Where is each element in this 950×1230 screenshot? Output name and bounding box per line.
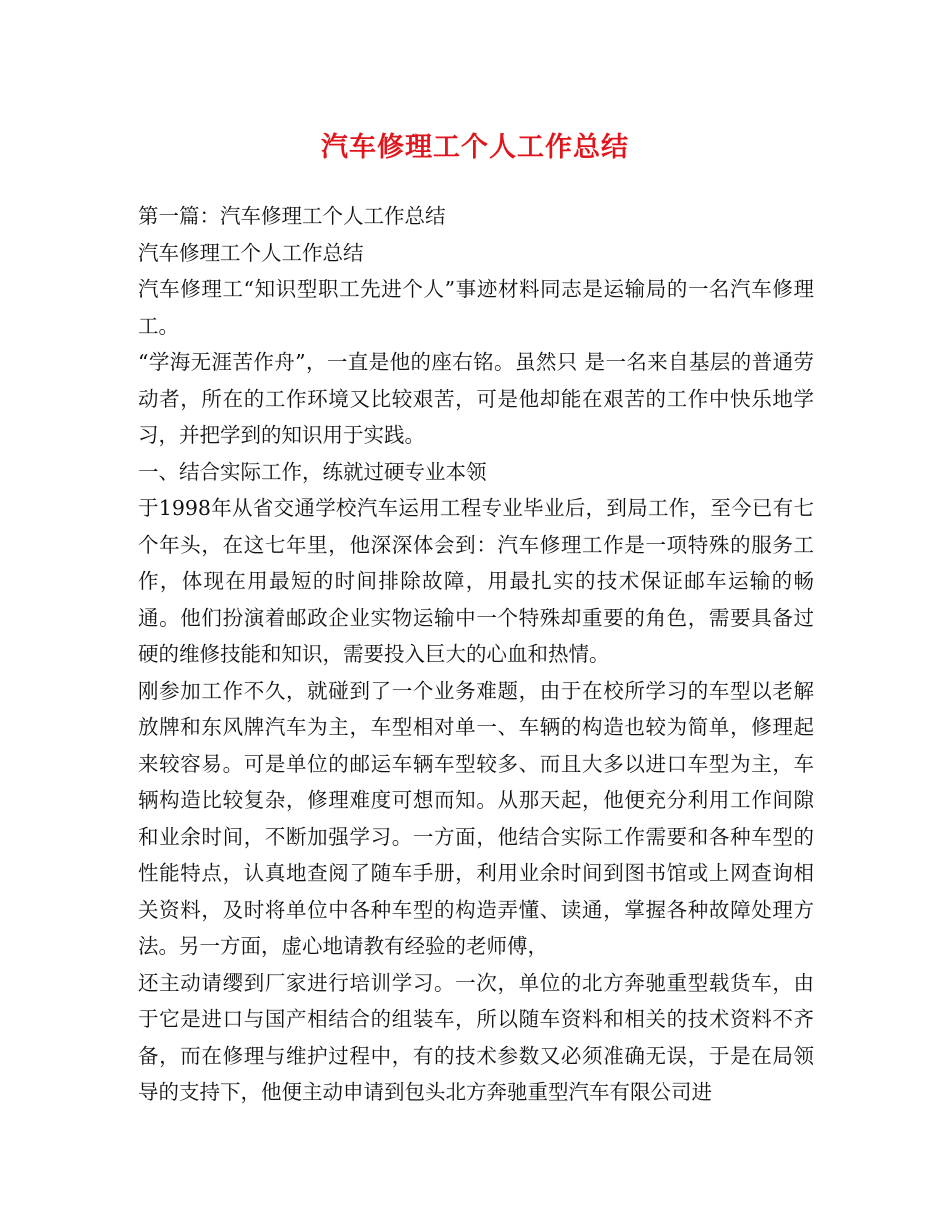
section-heading: 一、结合实际工作，练就过硬专业本领 bbox=[138, 459, 487, 484]
paragraph: 于1998年从省交通学校汽车运用工程专业毕业后，到局工作，至今已有七个年头，在这七年里，他深深体会到：汽车修理工作是一项特殊的服务工作，体现在用最短的时间排除故障，用最扎实的技术保证邮车运输的畅通。他们扮演着邮政企业实物运输中一个特殊却重要的角色，需要具备过硬的维修技能和知识，需要投入巨大的心血和热情。 bbox=[138, 496, 814, 666]
document-body bbox=[138, 198, 814, 1111]
paragraph: 还主动请缨到厂家进行培训学习。一次，单位的北方奔驰重型载货车，由于它是进口与国产相结合的组装车，所以随车资料和相关的技术资料不齐备，而在修理与维护过程中，有的技术参数又必须准确无误，于是在局领导的支持下，他便主动申请到包头北方奔驰重型汽车有限公司进 bbox=[138, 970, 814, 1104]
paragraph: 汽车修理工个人工作总结 bbox=[138, 240, 364, 265]
paragraph: “学海无涯苦作舟”，一直是他的座右铭。虽然只 是一名来自基层的普通劳动者，所在的工作环境又比较艰苦，可是他却能在艰苦的工作中快乐地学习，并把学到的知识用于实践。 bbox=[138, 350, 814, 447]
paragraph: 第一篇：汽车修理工个人工作总结 bbox=[138, 204, 446, 228]
paragraph: 刚参加工作不久，就碰到了一个业务难题，由于在校所学习的车型以老解放牌和东风牌汽车为主，车型相对单一、车辆的构造也较为简单，修理起来较容易。可是单位的邮运车辆车型较多、而且大多以进口车型为主，车辆构造比较复杂，修理难度可想而知。从那天起，他便充分利用工作间隙和业余时间，不断加强学习。一方面，他结合实际工作需要和各种车型的性能特点，认真地查阅了随车手册，利用业余时间到图书馆或上网查询相关资料，及时将单位中各种车型的构造弄懂、读通，掌握各种故障处理方法。另一方面，虚心地请教有经验的老师傅， bbox=[138, 678, 814, 958]
document-title: 汽车修理工个人工作总结 bbox=[321, 132, 629, 163]
paragraph: 汽车修理工“知识型职工先进个人”事迹材料同志是运输局的一名汽车修理工。 bbox=[138, 277, 814, 338]
